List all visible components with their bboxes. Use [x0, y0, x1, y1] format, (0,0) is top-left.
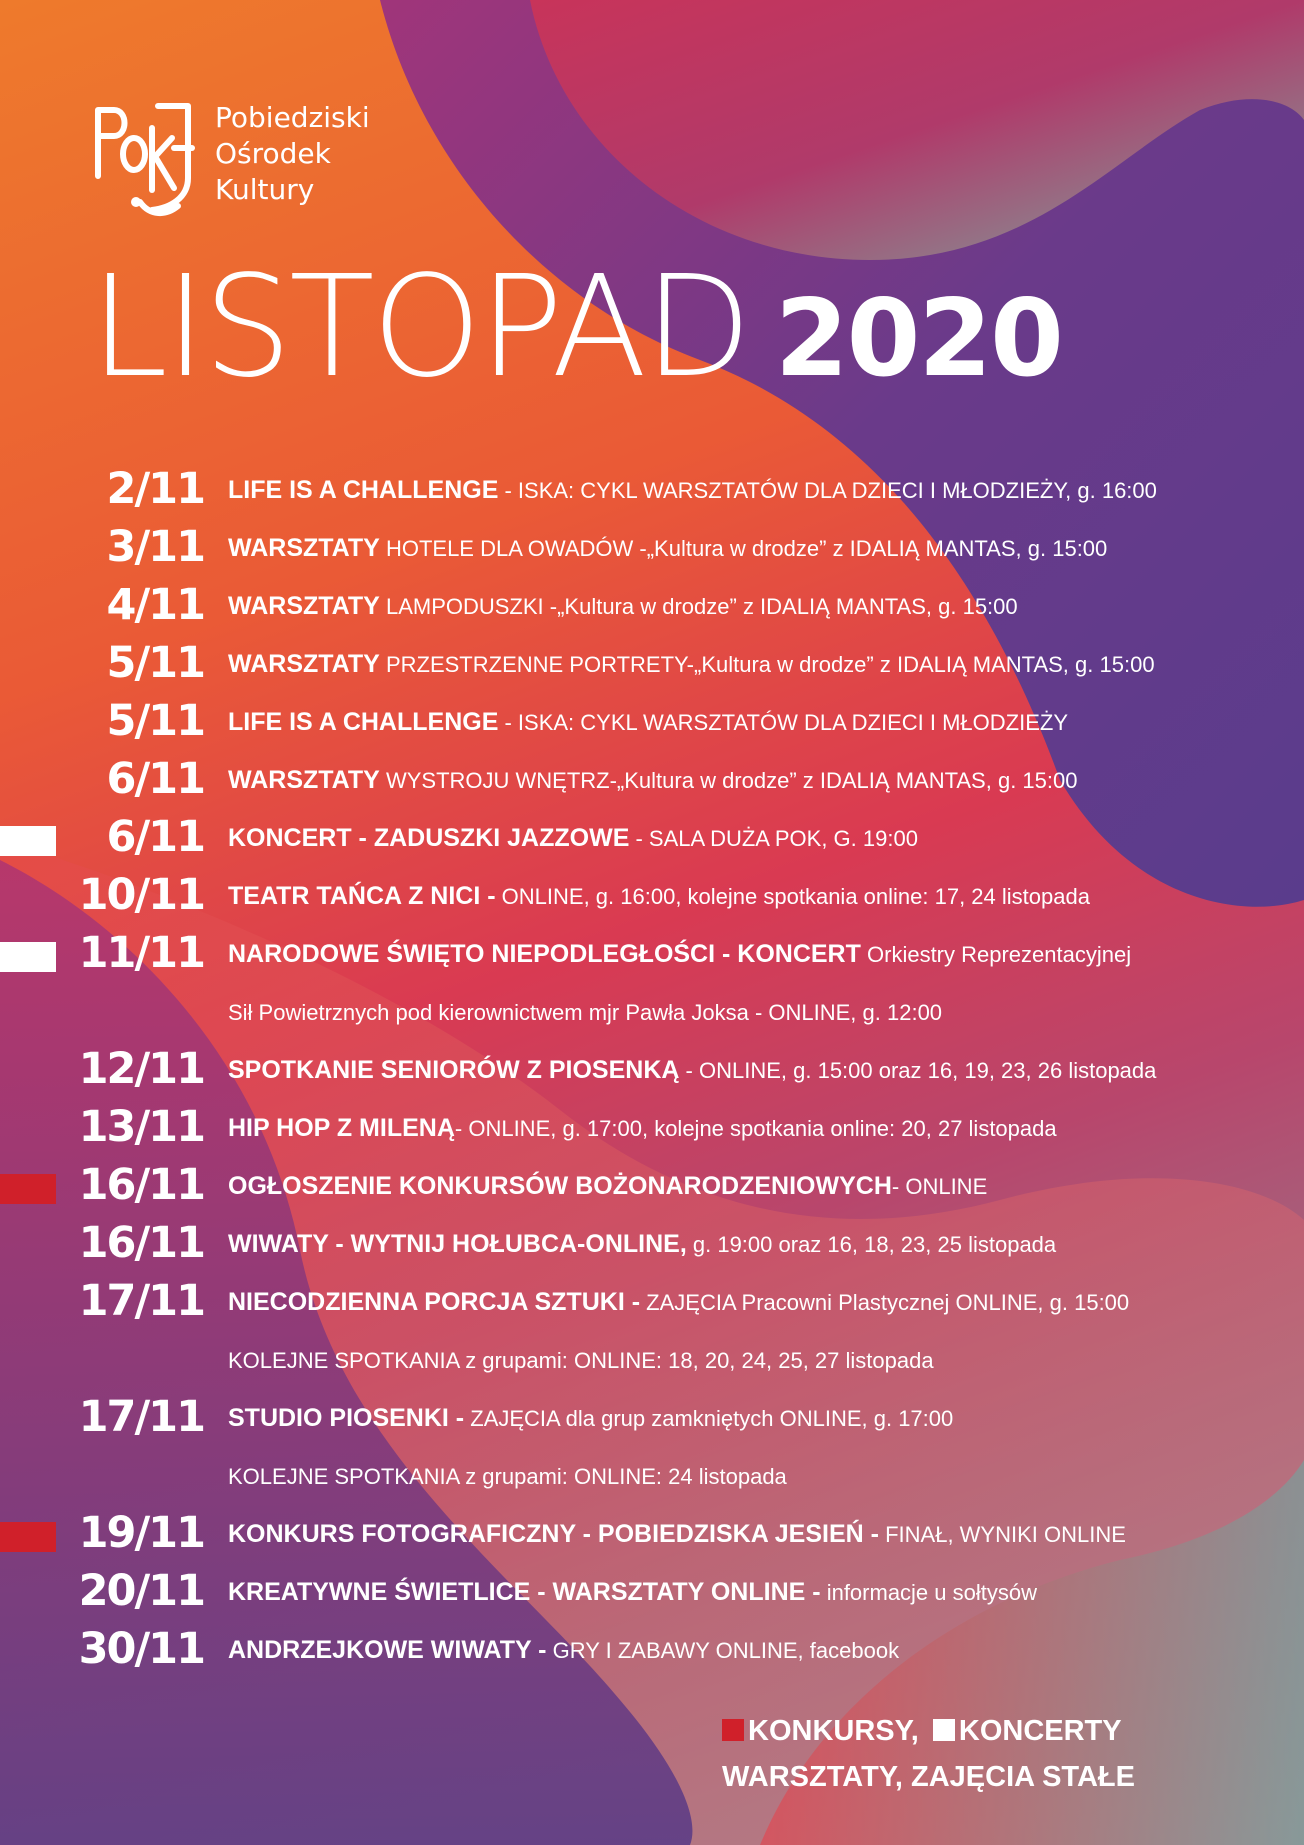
- event-description: [228, 1056, 1156, 1088]
- event-description: [228, 1230, 1056, 1262]
- event-details: - ISKA: CYKL WARSZTATÓW DLA DZIECI I MŁODZIEŻY, g. 16:00: [498, 478, 1157, 503]
- event-description: [228, 940, 1131, 972]
- event-details: informacje u sołtysów: [820, 1580, 1037, 1605]
- event-row: [0, 750, 1304, 808]
- event-description: [228, 650, 1155, 682]
- event-details: ONLINE, g. 16:00, kolejne spotkania online: 17, 24 listopada: [495, 884, 1090, 909]
- event-description: [228, 1636, 899, 1668]
- event-details: - ISKA: CYKL WARSZTATÓW DLA DZIECI I MŁODZIEŻY: [498, 710, 1068, 735]
- event-date: 17/11: [78, 1392, 204, 1442]
- event-row: [0, 982, 1304, 1040]
- event-row: [0, 576, 1304, 634]
- pok-logo: [92, 98, 196, 226]
- event-row: [0, 1446, 1304, 1504]
- org-name-line-3: Kultury: [215, 173, 315, 206]
- event-description: [228, 1462, 787, 1494]
- event-title: WARSZTATY: [228, 592, 380, 620]
- white-square-icon: [933, 1719, 955, 1741]
- event-details: Sił Powietrznych pod kierownictwem mjr Pawła Joksa - ONLINE, g. 12:00: [228, 1000, 943, 1025]
- event-details: Orkiestry Reprezentacyjnej: [860, 942, 1132, 967]
- event-date: 20/11: [78, 1566, 204, 1616]
- competition-marker: [0, 1174, 56, 1204]
- event-details: FINAŁ, WYNIKI ONLINE: [878, 1522, 1126, 1547]
- title-year: 2020: [774, 277, 1062, 400]
- event-date: 3/11: [106, 522, 204, 572]
- org-name-line-2: Ośrodek: [215, 137, 331, 170]
- event-date: 6/11: [106, 812, 204, 862]
- event-details: HOTELE DLA OWADÓW -„Kultura w drodze” z IDALIĄ MANTAS, g. 15:00: [379, 536, 1108, 561]
- event-row: [0, 866, 1304, 924]
- event-row: [0, 808, 1304, 866]
- event-date: 2/11: [106, 464, 204, 514]
- event-row: [0, 1272, 1304, 1330]
- event-row: [0, 1040, 1304, 1098]
- org-name-line-1: Pobiedziski: [215, 101, 370, 134]
- event-details: GRY I ZABAWY ONLINE, facebook: [546, 1638, 900, 1663]
- event-date: 17/11: [78, 1276, 204, 1326]
- event-details: KOLEJNE SPOTKANIA z grupami: ONLINE: 18, 20, 24, 25, 27 listopada: [228, 1348, 934, 1373]
- event-date: 30/11: [78, 1624, 204, 1674]
- event-date: 5/11: [106, 638, 204, 688]
- event-date: 16/11: [78, 1218, 204, 1268]
- event-row: [0, 1388, 1304, 1446]
- event-details: ZAJĘCIA dla grup zamkniętych ONLINE, g. 17:00: [464, 1406, 954, 1431]
- title-month: LISTOPAD: [90, 246, 749, 409]
- event-row: [0, 1620, 1304, 1678]
- event-title: WIWATY - WYTNIJ HOŁUBCA-ONLINE,: [228, 1230, 687, 1258]
- legend: [722, 1708, 1135, 1800]
- event-title: TEATR TAŃCA Z NICI -: [228, 882, 496, 910]
- event-description: [228, 1520, 1126, 1552]
- event-title: KONKURS FOTOGRAFICZNY - POBIEDZISKA JESIEŃ -: [228, 1520, 879, 1548]
- event-row: [0, 634, 1304, 692]
- event-details: - SALA DUŻA POK, G. 19:00: [629, 826, 918, 851]
- event-description: [228, 882, 1090, 914]
- event-description: [228, 1346, 934, 1378]
- event-details: KOLEJNE SPOTKANIA z grupami: ONLINE: 24 listopada: [228, 1464, 787, 1489]
- event-date: 12/11: [78, 1044, 204, 1094]
- event-row: [0, 1504, 1304, 1562]
- concert-marker: [0, 942, 56, 972]
- event-details: g. 19:00 oraz 16, 18, 23, 25 listopada: [686, 1232, 1057, 1257]
- legend-line-1: [722, 1708, 1135, 1754]
- event-date: 5/11: [106, 696, 204, 746]
- event-title: LIFE IS A CHALLENGE: [228, 708, 499, 736]
- event-row: [0, 518, 1304, 576]
- event-row: [0, 1330, 1304, 1388]
- event-title: SPOTKANIE SENIORÓW Z PIOSENKĄ: [228, 1056, 680, 1084]
- event-details: - ONLINE, g. 15:00 oraz 16, 19, 23, 26 listopada: [679, 1058, 1157, 1083]
- legend-concerts: KONCERTY: [958, 1715, 1122, 1747]
- event-row: [0, 692, 1304, 750]
- event-date: 16/11: [78, 1160, 204, 1210]
- event-details: LAMPODUSZKI -„Kultura w drodze” z IDALIĄ MANTAS, g. 15:00: [379, 594, 1018, 619]
- event-row: [0, 924, 1304, 982]
- event-date: 10/11: [78, 870, 204, 920]
- page-title: [90, 246, 1062, 409]
- organization-name: [215, 100, 370, 208]
- event-description: [228, 1404, 953, 1436]
- event-description: [228, 1578, 1037, 1610]
- event-description: [228, 1288, 1129, 1320]
- event-description: [228, 476, 1157, 508]
- event-row: [0, 1098, 1304, 1156]
- event-description: [228, 534, 1107, 566]
- event-description: [228, 824, 918, 856]
- event-row: [0, 1214, 1304, 1272]
- event-details: - ONLINE: [891, 1174, 988, 1199]
- event-title: STUDIO PIOSENKI -: [228, 1404, 465, 1432]
- event-title: NIECODZIENNA PORCJA SZTUKI -: [228, 1288, 641, 1316]
- event-description: [228, 766, 1077, 798]
- event-description: [228, 1114, 1057, 1146]
- event-details: WYSTROJU WNĘTRZ-„Kultura w drodze” z IDALIĄ MANTAS, g. 15:00: [379, 768, 1078, 793]
- event-description: [228, 708, 1068, 740]
- event-title: WARSZTATY: [228, 650, 380, 678]
- event-row: [0, 1156, 1304, 1214]
- event-date: 6/11: [106, 754, 204, 804]
- event-details: - ONLINE, g. 17:00, kolejne spotkania online: 20, 27 listopada: [454, 1116, 1057, 1141]
- concert-marker: [0, 826, 56, 856]
- event-title: WARSZTATY: [228, 766, 380, 794]
- competition-marker: [0, 1522, 56, 1552]
- event-title: WARSZTATY: [228, 534, 380, 562]
- event-title: LIFE IS A CHALLENGE: [228, 476, 499, 504]
- event-date: 19/11: [78, 1508, 204, 1558]
- legend-competitions: KONKURSY,: [748, 1715, 919, 1747]
- event-row: [0, 1562, 1304, 1620]
- event-title: HIP HOP Z MILENĄ: [228, 1114, 455, 1142]
- event-title: NARODOWE ŚWIĘTO NIEPODLEGŁOŚCI - KONCERT: [228, 940, 861, 968]
- event-date: 13/11: [78, 1102, 204, 1152]
- event-row: [0, 460, 1304, 518]
- event-title: KONCERT - ZADUSZKI JAZZOWE: [228, 824, 630, 852]
- event-date: 4/11: [106, 580, 204, 630]
- legend-workshops: WARSZTATY, ZAJĘCIA STAŁE: [722, 1761, 1135, 1793]
- event-description: [228, 592, 1018, 624]
- event-description: [228, 998, 942, 1030]
- red-square-icon: [722, 1719, 744, 1741]
- event-list: [0, 460, 1304, 1678]
- event-date: 11/11: [78, 928, 204, 978]
- event-title: KREATYWNE ŚWIETLICE - WARSZTATY ONLINE -: [228, 1578, 821, 1606]
- event-description: [228, 1172, 987, 1204]
- event-details: PRZESTRZENNE PORTRETY-„Kultura w drodze” z IDALIĄ MANTAS, g. 15:00: [379, 652, 1155, 677]
- event-title: ANDRZEJKOWE WIWATY -: [228, 1636, 547, 1664]
- event-details: ZAJĘCIA Pracowni Plastycznej ONLINE, g. 15:00: [640, 1290, 1130, 1315]
- event-title: OGŁOSZENIE KONKURSÓW BOŻONARODZENIOWYCH: [228, 1172, 892, 1200]
